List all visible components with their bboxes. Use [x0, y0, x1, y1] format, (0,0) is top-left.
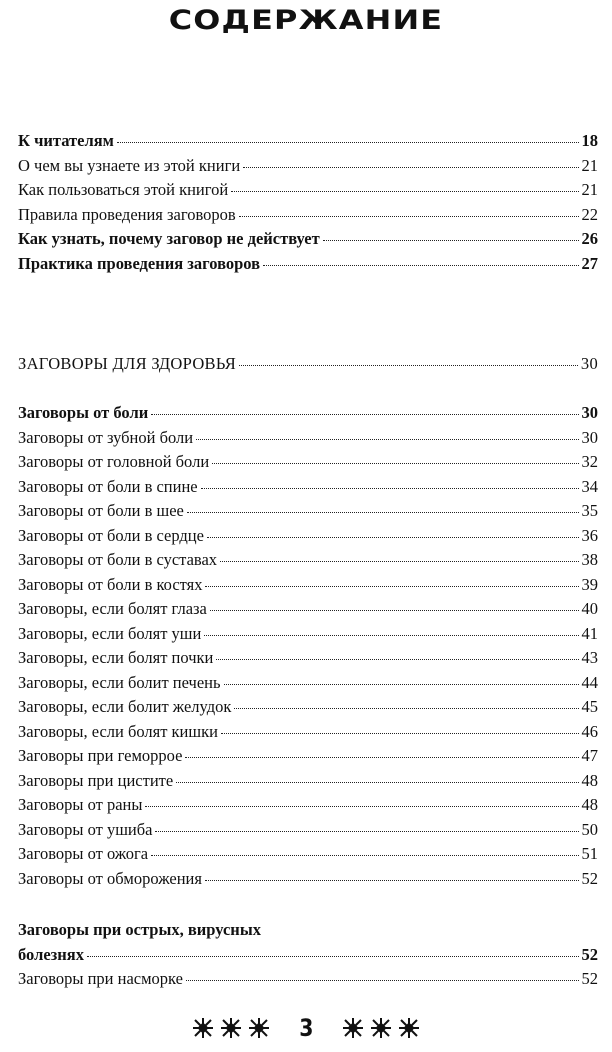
toc-entry-title: К читателям [18, 131, 114, 150]
toc-entry[interactable] [18, 624, 598, 649]
toc-entry[interactable] [18, 477, 598, 502]
toc-entry-page: 43 [581, 648, 598, 667]
toc-entry-title: Заговоры при цистите [18, 770, 174, 790]
toc-entry-title: Заговоры, если болят глаза [18, 599, 207, 618]
toc-entry-title: Заговоры от раны [18, 795, 143, 814]
toc-entry-page: 52 [581, 868, 598, 888]
toc-entry[interactable] [18, 180, 598, 205]
toc-entry-page: 35 [581, 501, 598, 520]
leader-dots [117, 142, 579, 143]
leader-dots [87, 956, 579, 957]
toc-entry[interactable] [18, 697, 598, 722]
toc-entry[interactable] [18, 746, 598, 771]
leader-dots [151, 414, 578, 415]
toc-entry-page: 30 [581, 403, 598, 422]
leader-dots [196, 439, 578, 440]
toc-entry-title: Заговоры от обморожения [18, 868, 202, 888]
toc-entry[interactable] [18, 428, 598, 453]
toc-entry-title: ЗАГОВОРЫ ДЛЯ ЗДОРОВЬЯ [18, 354, 237, 373]
toc-entry-page: 52 [581, 969, 598, 988]
toc-chapter [18, 354, 598, 379]
toc-entry-title: Заговоры, если болят кишки [18, 721, 218, 741]
toc-entry-page: 44 [581, 672, 598, 692]
toc-entry-title: Заговоры от головной боли [18, 452, 210, 471]
toc-entry-title-line1[interactable]: Заговоры при острых, вирусных [18, 920, 261, 939]
leader-dots [212, 463, 578, 464]
toc-entry[interactable] [18, 673, 598, 698]
toc-entry-title: Правила проведения заговоров [18, 204, 236, 224]
toc-entry-title: Заговоры, если болит печень [18, 672, 221, 692]
toc-entry-section-header[interactable] [18, 403, 598, 428]
snowflake-ornament-icon [248, 1017, 270, 1039]
toc-entry[interactable] [18, 844, 598, 869]
toc-entry-page: 22 [581, 204, 598, 224]
toc-entry[interactable] [18, 820, 598, 845]
toc-entry-page: 41 [581, 623, 598, 643]
toc-entry-title: Заговоры от боли в костях [18, 574, 203, 594]
leader-dots [263, 265, 578, 266]
toc-entry[interactable] [18, 795, 598, 820]
page-footer [0, 1014, 612, 1042]
toc-entry-page: 48 [581, 770, 598, 790]
toc-entry-page: 21 [581, 180, 598, 199]
toc-pain-section [18, 403, 598, 893]
leader-dots [151, 855, 578, 856]
toc-entry[interactable] [18, 722, 598, 747]
toc-entry[interactable] [18, 156, 598, 181]
toc-entry[interactable] [18, 969, 598, 994]
leader-dots [185, 757, 578, 758]
leader-dots [155, 831, 578, 832]
leader-dots [216, 659, 578, 660]
page-number: 3 [298, 1014, 314, 1042]
toc-entry[interactable] [18, 869, 598, 894]
snowflake-ornament-icon [220, 1017, 242, 1039]
leader-dots [145, 806, 578, 807]
toc-entry-page: 51 [581, 844, 598, 863]
leader-dots [243, 167, 578, 168]
toc-entry[interactable] [18, 452, 598, 477]
snowflake-ornament-icon [192, 1017, 214, 1039]
leader-dots [221, 733, 579, 734]
toc-entry-page: 34 [581, 476, 598, 496]
toc-entry-chapter[interactable] [18, 354, 598, 379]
toc-entry[interactable] [18, 131, 598, 156]
toc-entry-title: О чем вы узнаете из этой книги [18, 155, 241, 175]
toc-entry-title: Практика проведения заговоров [18, 253, 261, 273]
toc-entry[interactable] [18, 575, 598, 600]
toc-entry-title: Заговоры от боли [18, 403, 149, 422]
toc-entry-title: Заговоры от зубной боли [18, 427, 194, 447]
toc-entry-title: Заговоры при насморке [18, 969, 183, 988]
toc-entry-page: 48 [581, 795, 598, 814]
leader-dots [205, 880, 579, 881]
toc-entry[interactable] [18, 526, 598, 551]
toc-entry-title: Заговоры от боли в сердце [18, 525, 204, 545]
leader-dots [231, 191, 578, 192]
toc-entry-page: 46 [581, 721, 598, 741]
leader-dots [186, 980, 579, 981]
toc-entry-page: 50 [581, 819, 598, 839]
leader-dots [234, 708, 578, 709]
toc-entry-page: 21 [581, 155, 598, 175]
toc-entry-page: 47 [581, 746, 598, 765]
leader-dots [220, 561, 578, 562]
toc-entry-title: Заговоры при геморрое [18, 746, 183, 765]
toc-entry[interactable] [18, 205, 598, 230]
leader-dots [239, 365, 578, 366]
toc-entry-page: 26 [581, 229, 598, 248]
snowflake-ornament-icon [398, 1017, 420, 1039]
toc-entry-page: 40 [581, 599, 598, 618]
toc-entry-title: Заговоры, если болит желудок [18, 697, 232, 716]
toc-entry[interactable] [18, 599, 598, 624]
toc-entry-page: 45 [581, 697, 598, 716]
toc-entry-page: 36 [581, 525, 598, 545]
toc-entry-title: Заговоры, если болят уши [18, 623, 202, 643]
toc-entry-title: Как узнать, почему заговор не действует [18, 229, 320, 248]
toc-entry[interactable] [18, 229, 598, 254]
toc-intro-section [18, 131, 598, 278]
toc-viral-section [18, 920, 598, 994]
leader-dots [201, 488, 579, 489]
leader-dots [176, 782, 578, 783]
toc-entry-title: Заговоры от боли в спине [18, 476, 198, 496]
snowflake-ornament-icon [342, 1017, 364, 1039]
leader-dots [204, 635, 578, 636]
toc-entry-page: 38 [581, 550, 598, 569]
toc-entry-title: Заговоры от ушиба [18, 819, 153, 839]
toc-entry[interactable] [18, 501, 598, 526]
leader-dots [323, 240, 579, 241]
toc-entry-page: 30 [580, 354, 598, 373]
toc-entry[interactable] [18, 550, 598, 575]
leader-dots [224, 684, 579, 685]
toc-entry-page: 27 [581, 253, 598, 273]
toc-entry-page: 32 [581, 452, 598, 471]
toc-entry-title: Заговоры, если болят почки [18, 648, 214, 667]
toc-entry-title-line2: болезнях [18, 944, 84, 964]
toc-entry-title: Как пользоваться этой книгой [18, 180, 229, 199]
snowflake-ornament-icon [370, 1017, 392, 1039]
toc-entry[interactable] [18, 254, 598, 279]
toc-entry-page: 30 [581, 427, 598, 447]
leader-dots [187, 512, 579, 513]
toc-entry[interactable] [18, 648, 598, 673]
toc-entry-title: Заговоры от ожога [18, 844, 149, 863]
toc-entry-title: Заговоры от боли в суставах [18, 550, 218, 569]
leader-dots [210, 610, 579, 611]
toc-entry-page: 39 [581, 574, 598, 594]
leader-dots [207, 537, 579, 538]
toc-entry[interactable] [18, 771, 598, 796]
toc-entry-section-header[interactable] [18, 945, 598, 970]
toc-entry-page: 18 [581, 131, 598, 150]
leader-dots [239, 216, 579, 217]
toc-entry-page: 52 [581, 944, 598, 964]
toc-entry-title: Заговоры от боли в шее [18, 501, 184, 520]
page-title: СОДЕРЖАНИЕ [168, 5, 444, 36]
leader-dots [205, 586, 578, 587]
